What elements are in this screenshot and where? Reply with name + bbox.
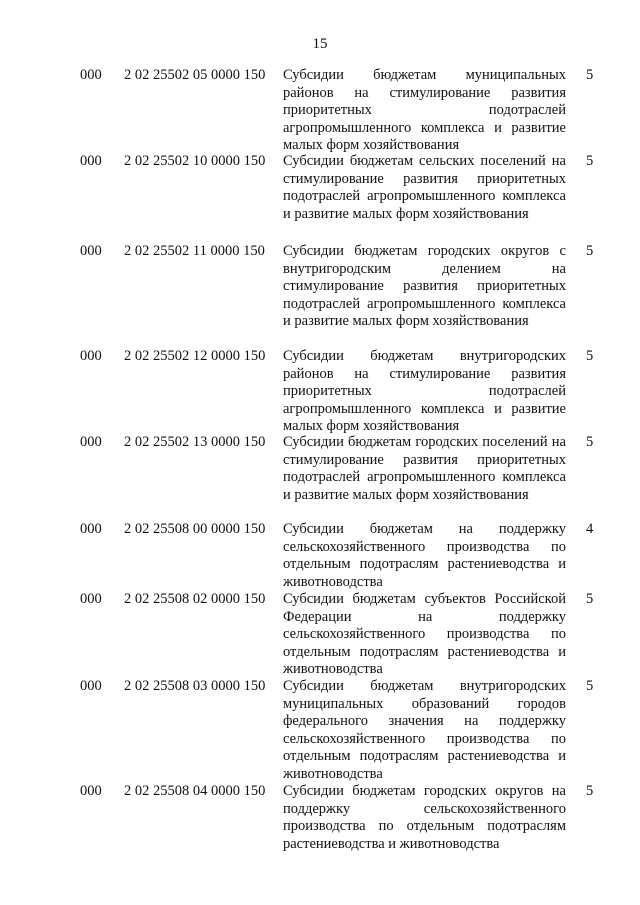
list-item (0, 153, 640, 243)
admin-code: 000 (80, 678, 102, 694)
admin-code: 000 (80, 243, 102, 259)
admin-code: 000 (80, 591, 102, 607)
item-description: Субсидии бюджетам муниципальных районов на стимулирование развития приоритетных подотраслей агропромышленного комплекса и развитие малых форм хозяйствования (283, 67, 566, 153)
item-value: 5 (586, 591, 594, 607)
item-value: 5 (586, 348, 594, 364)
item-value: 5 (586, 153, 594, 169)
item-description: Субсидии бюджетам на поддержку сельскохозяйственного производства по отдельным подотраслям растениеводства и животноводства (283, 521, 566, 590)
item-value: 5 (586, 67, 594, 83)
budget-classification-code: 2 02 25508 00 0000 150 (124, 521, 266, 537)
item-description: Субсидии бюджетам городских округов с внутригородским делением на стимулирование развития приоритетных подотраслей агропромышленного комплекса и развитие малых форм хозяйствования (283, 243, 566, 329)
list-item (0, 348, 640, 434)
budget-classification-code: 2 02 25502 12 0000 150 (124, 348, 266, 364)
item-description: Субсидии бюджетам внутригородских муниципальных образований городов федерального значения на поддержку сельскохозяйственного производства по отдельным подотраслям растениеводства и животноводства (283, 678, 566, 782)
item-description: Субсидии бюджетам сельских поселений на стимулирование развития приоритетных подотраслей агропромышленного комплекса и развитие малых форм хозяйствования (283, 153, 566, 222)
list-item (0, 591, 640, 678)
list-item (0, 434, 640, 521)
item-value: 5 (586, 678, 594, 694)
list-item (0, 243, 640, 348)
budget-code-list (0, 67, 640, 863)
admin-code: 000 (80, 348, 102, 364)
budget-classification-code: 2 02 25508 04 0000 150 (124, 783, 266, 799)
budget-classification-code: 2 02 25502 13 0000 150 (124, 434, 266, 450)
budget-classification-code: 2 02 25508 03 0000 150 (124, 678, 266, 694)
admin-code: 000 (80, 67, 102, 83)
item-value: 4 (586, 521, 594, 537)
item-value: 5 (586, 434, 594, 450)
item-description: Субсидии бюджетам городских округов на поддержку сельскохозяйственного производства по отдельным подотраслям растениеводства и животноводства (283, 783, 566, 852)
list-item (0, 521, 640, 591)
list-item (0, 678, 640, 783)
item-description: Субсидии бюджетам городских поселений на стимулирование развития приоритетных подотраслей агропромышленного комплекса и развитие малых форм хозяйствования (283, 434, 566, 503)
item-value: 5 (586, 243, 594, 259)
page-number: 15 (312, 36, 328, 52)
budget-classification-code: 2 02 25502 10 0000 150 (124, 153, 266, 169)
list-item (0, 67, 640, 153)
list-item (0, 783, 640, 863)
item-value: 5 (586, 783, 594, 799)
item-description: Субсидии бюджетам субъектов Российской Федерации на поддержку сельскохозяйственного производства по отдельным подотраслям растениеводства и животноводства (283, 591, 566, 677)
admin-code: 000 (80, 153, 102, 169)
admin-code: 000 (80, 434, 102, 450)
item-description: Субсидии бюджетам внутригородских районов на стимулирование развития приоритетных подотраслей агропромышленного комплекса и развитие малых форм хозяйствования (283, 348, 566, 434)
budget-classification-code: 2 02 25502 11 0000 150 (124, 243, 265, 259)
admin-code: 000 (80, 783, 102, 799)
admin-code: 000 (80, 521, 102, 537)
budget-classification-code: 2 02 25502 05 0000 150 (124, 67, 266, 83)
budget-classification-code: 2 02 25508 02 0000 150 (124, 591, 266, 607)
